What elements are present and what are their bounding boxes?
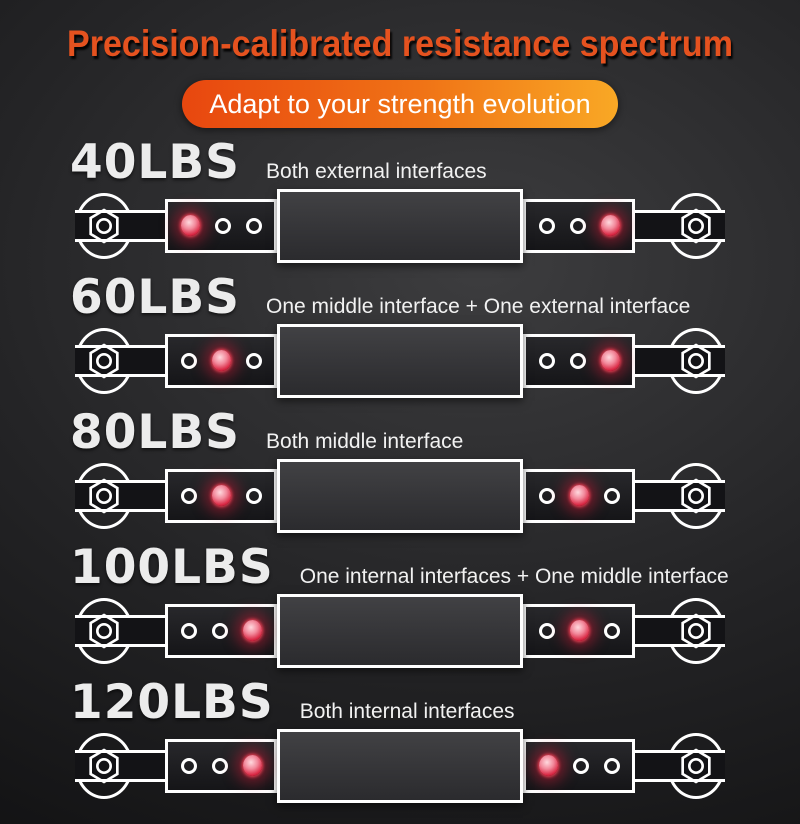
hex-nut-icon	[680, 208, 712, 244]
weight-label: 60LBS	[70, 269, 241, 325]
hex-nut-icon	[88, 613, 120, 649]
resistance-row-40lbs	[0, 134, 800, 263]
resistance-levels	[0, 134, 800, 803]
strap-connector	[635, 210, 667, 242]
right-handle-endcap	[667, 328, 725, 394]
interface-dot	[243, 620, 262, 641]
left-interface-block	[165, 334, 277, 388]
right-interface-block	[523, 469, 635, 523]
band-diagram	[79, 459, 721, 533]
strap-connector	[635, 750, 667, 782]
strap-connector	[635, 480, 667, 512]
right-interface-block	[523, 199, 635, 253]
left-interface-block	[165, 739, 277, 793]
interface-dot	[215, 218, 231, 234]
interface-dot	[181, 215, 200, 236]
left-handle-endcap	[75, 598, 133, 664]
interface-dot	[570, 620, 589, 641]
left-handle-endcap	[75, 328, 133, 394]
resistance-row-100lbs	[0, 539, 800, 668]
interface-dot	[212, 623, 228, 639]
center-resistance-block	[277, 729, 523, 803]
center-resistance-block	[277, 594, 523, 668]
interface-dot	[573, 758, 589, 774]
band-diagram	[79, 324, 721, 398]
hex-nut-icon	[88, 478, 120, 514]
left-interface-block	[165, 469, 277, 523]
weight-label: 100LBS	[70, 539, 274, 595]
interface-dot	[570, 218, 586, 234]
interface-dot	[601, 215, 620, 236]
interface-dot	[604, 488, 620, 504]
right-handle-endcap	[667, 733, 725, 799]
right-interface-block	[523, 739, 635, 793]
left-interface-block	[165, 199, 277, 253]
interface-dot	[539, 218, 555, 234]
interface-dot	[570, 353, 586, 369]
hex-nut-icon	[680, 343, 712, 379]
interface-dot	[181, 353, 197, 369]
interface-dot	[570, 485, 589, 506]
right-interface-block	[523, 604, 635, 658]
weight-label: 40LBS	[70, 134, 241, 190]
strap-connector	[133, 615, 165, 647]
resistance-row-80lbs	[0, 404, 800, 533]
interface-dot	[604, 623, 620, 639]
interface-dot	[246, 488, 262, 504]
interface-dot	[604, 758, 620, 774]
interface-dot	[246, 353, 262, 369]
band-diagram	[79, 594, 721, 668]
right-handle-endcap	[667, 463, 725, 529]
resistance-row-120lbs	[0, 674, 800, 803]
interface-dot	[539, 623, 555, 639]
center-resistance-block	[277, 459, 523, 533]
strap-connector	[133, 750, 165, 782]
center-resistance-block	[277, 324, 523, 398]
left-interface-block	[165, 604, 277, 658]
interface-dot	[212, 758, 228, 774]
interface-dot	[212, 350, 231, 371]
right-interface-block	[523, 334, 635, 388]
row-head	[0, 539, 800, 595]
interface-dot	[243, 755, 262, 776]
left-handle-endcap	[75, 463, 133, 529]
hex-nut-icon	[680, 613, 712, 649]
left-handle-endcap	[75, 733, 133, 799]
interface-dot	[212, 485, 231, 506]
weight-label: 120LBS	[70, 674, 274, 730]
interface-description: Both external interfaces	[266, 159, 487, 183]
row-head	[0, 674, 800, 730]
interface-dot	[181, 488, 197, 504]
interface-description: Both internal interfaces	[299, 699, 515, 723]
left-handle-endcap	[75, 193, 133, 259]
row-head	[0, 134, 800, 190]
hex-nut-icon	[88, 343, 120, 379]
interface-dot	[181, 758, 197, 774]
strap-connector	[133, 210, 165, 242]
hex-nut-icon	[680, 478, 712, 514]
interface-dot	[246, 218, 262, 234]
interface-dot	[539, 353, 555, 369]
band-diagram	[79, 729, 721, 803]
strap-connector	[635, 615, 667, 647]
center-resistance-block	[277, 189, 523, 263]
interface-description: One internal interfaces + One middle interface	[299, 564, 729, 588]
hex-nut-icon	[88, 208, 120, 244]
weight-label: 80LBS	[70, 404, 241, 460]
interface-description: One middle interface + One external interface	[266, 294, 691, 318]
interface-dot	[601, 350, 620, 371]
hex-nut-icon	[88, 748, 120, 784]
row-head	[0, 269, 800, 325]
header	[0, 24, 800, 128]
band-diagram	[79, 189, 721, 263]
banner-pill: Adapt to your strength evolution	[182, 80, 618, 128]
interface-description: Both middle interface	[266, 429, 464, 453]
page-title: Precision-calibrated resistance spectrum	[67, 23, 733, 64]
hex-nut-icon	[680, 748, 712, 784]
right-handle-endcap	[667, 193, 725, 259]
right-handle-endcap	[667, 598, 725, 664]
interface-dot	[539, 488, 555, 504]
strap-connector	[133, 345, 165, 377]
row-head	[0, 404, 800, 460]
strap-connector	[635, 345, 667, 377]
interface-dot	[539, 755, 558, 776]
interface-dot	[181, 623, 197, 639]
resistance-row-60lbs	[0, 269, 800, 398]
strap-connector	[133, 480, 165, 512]
